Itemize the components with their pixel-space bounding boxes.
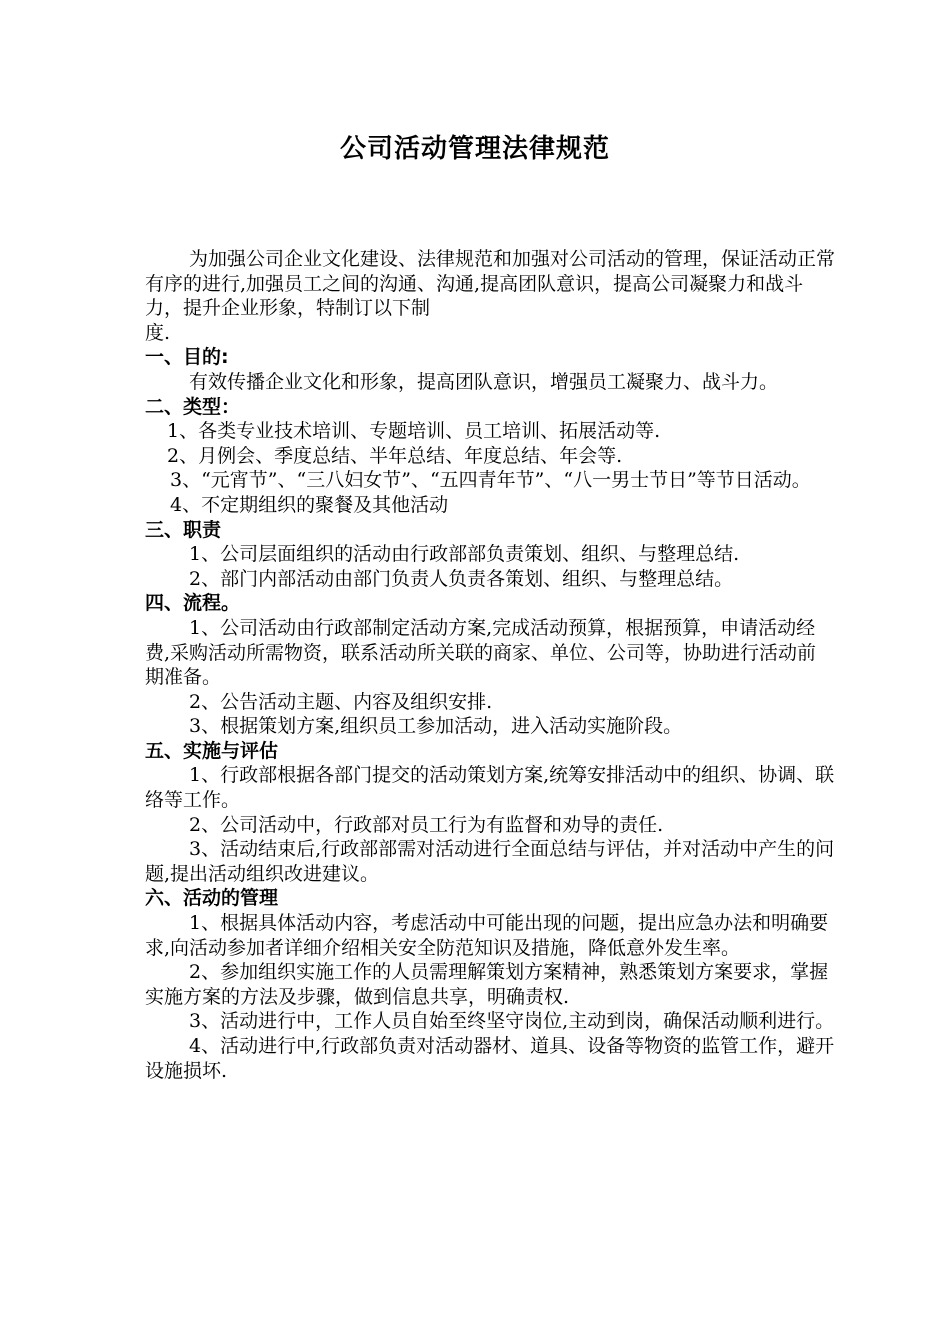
section-item: 1、公司层面组织的活动由行政部部负责策划、组织、与整理总结. (189, 543, 740, 566)
section-item: 1、各类专业技术培训、专题培训、员工培训、拓展活动等. (167, 420, 661, 443)
section-item: 2、公告活动主题、内容及组织安排. (189, 690, 493, 713)
section-heading-purpose: 一、目的: (145, 346, 229, 369)
page-title: 公司活动管理法律规范 (339, 134, 610, 164)
intro-paragraph-tail: 度. (145, 321, 171, 344)
section-item: 有效传播企业文化和形象，提高团队意识，增强员工凝聚力、战斗力。 (189, 370, 779, 393)
section-item: 2、月例会、季度总结、半年总结、年度总结、年会等. (167, 444, 623, 467)
section-heading-process: 四、流程。 (145, 592, 241, 615)
intro-paragraph: 为加强公司企业文化建设、法律规范和加强对公司活动的管理，保证活动正常有序的进行,加强员工之间的沟通、沟通,提高团队意识，提高公司凝聚力和战斗力，提升企业形象，特制订以下制 (145, 248, 836, 320)
section-item: 1、公司活动由行政部制定活动方案,完成活动预算，根据预算，申请活动经费,采购活动所需物资，联系活动所关联的商家、单位、公司等，协助进行活动前期准备。 (145, 616, 817, 689)
section-item: 4、活动进行中,行政部负责对活动器材、道具、设备等物资的监管工作，避开设施损坏. (145, 1035, 835, 1082)
section-heading-types: 二、类型： (145, 395, 241, 418)
document-body (145, 247, 835, 1083)
section-heading-implementation: 五、实施与评估 (145, 739, 279, 762)
section-item: 3、活动结束后,行政部部需对活动进行全面总结与评估，并对活动中产生的问题,提出活动组织改进建议。 (145, 838, 835, 885)
section-item: 3、活动进行中，工作人员自始至终坚守岗位,主动到岗，确保活动顺利进行。 (189, 1010, 835, 1033)
section-item: 4、不定期组织的聚餐及其他活动 (170, 493, 449, 516)
section-heading-duties: 三、职责 (145, 518, 222, 541)
section-item: 3、根据策划方案,组织员工参加活动，进入活动实施阶段。 (189, 715, 683, 738)
section-item: 3、“元宵节”、“三八妇女节”、“五四青年节”、“八一男士节日”等节日活动。 (170, 469, 811, 492)
section-heading-management: 六、活动的管理 (145, 887, 279, 910)
section-item: 2、公司活动中，行政部对员工行为有监督和劝导的责任. (189, 813, 664, 836)
section-item: 1、根据具体活动内容，考虑活动中可能出现的问题，提出应急办法和明确要求,向活动参加者详细介绍相关安全防范知识及措施，降低意外发生率。 (145, 912, 829, 959)
section-item: 2、参加组织实施工作的人员需理解策划方案精神，熟悉策划方案要求，掌握实施方案的方法及步骤，做到信息共享，明确责权. (145, 961, 829, 1008)
section-item: 2、部门内部活动由部门负责人负责各策划、组织、与整理总结。 (189, 567, 734, 590)
section-item: 1、行政部根据各部门提交的活动策划方案,统筹安排活动中的组织、协调、联络等工作。 (145, 764, 835, 812)
